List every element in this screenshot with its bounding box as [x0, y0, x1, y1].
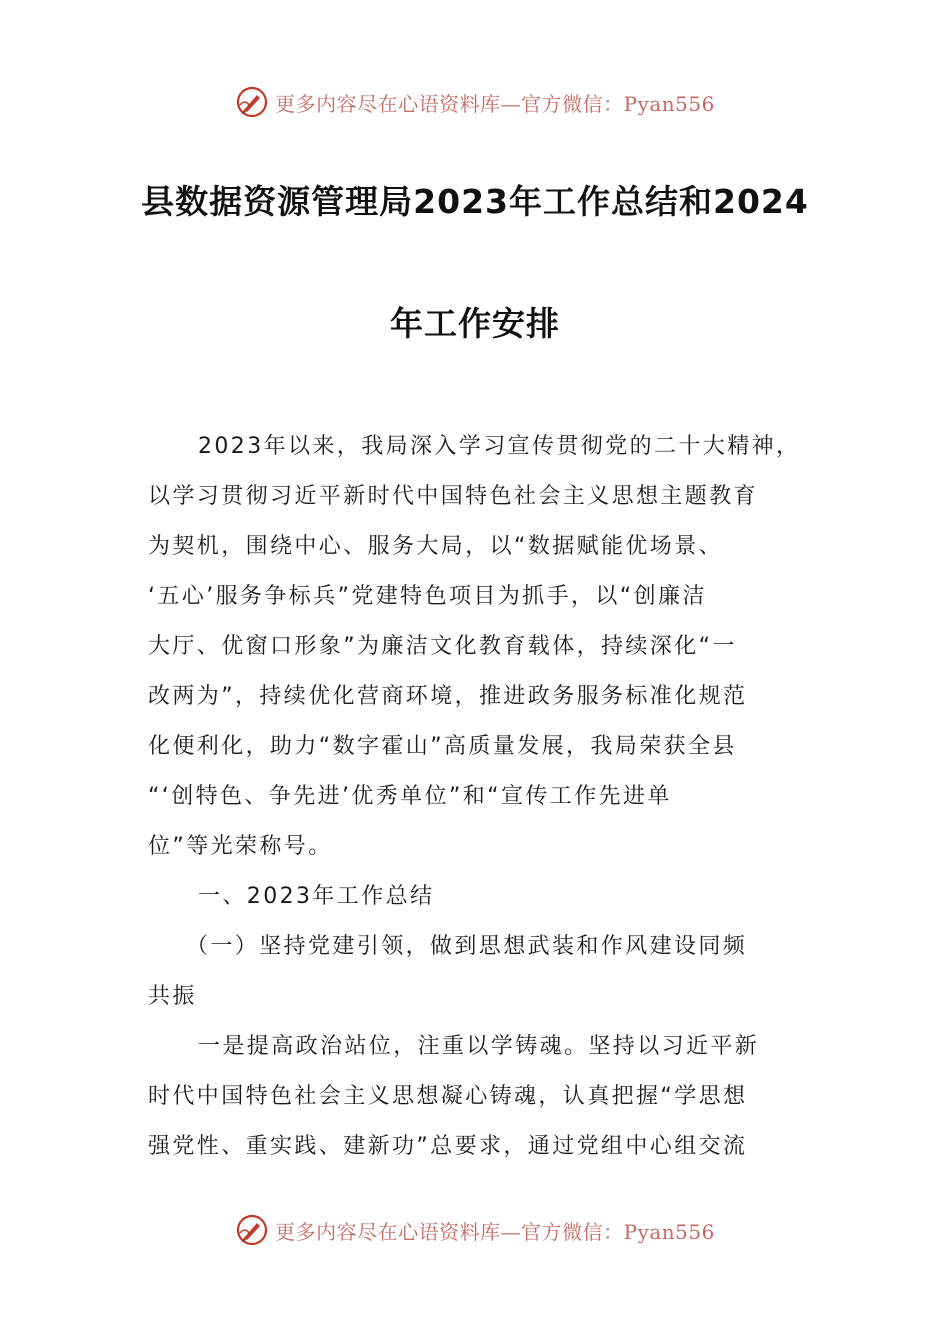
footer-banner — [0, 1210, 950, 1250]
body-line: 时代中国特色社会主义思想凝心铸魂，认真把握“学思想 — [148, 1084, 748, 1109]
pen-logo-icon — [235, 1213, 269, 1247]
body-line: ‘五心’服务争标兵”党建特色项目为抓手，以“创廉洁 — [148, 584, 707, 609]
body-line: 2023年以来，我局深入学习宣传贯彻党的二十大精神， — [198, 434, 801, 459]
subsection-heading: （一）坚持党建引领，做到思想武装和作风建设同频 — [186, 934, 748, 959]
body-line: 强党性、重实践、建新功”总要求，通过党组中心组交流 — [148, 1134, 748, 1159]
body-line: “‘创特色、争先进’优秀单位”和“宣传工作先进单 — [148, 784, 672, 809]
body-line: 位”等光荣称号。 — [148, 834, 333, 859]
body-line: 大厅、优窗口形象”为廉洁文化教育载体，持续深化“一 — [148, 634, 737, 659]
body-line: 为契机，围绕中心、服务大局，以“数据赋能优场景、 — [148, 534, 723, 559]
footer-banner-text: 更多内容尽在心语资料库—官方微信：Pyan556 — [275, 1219, 715, 1244]
body-line: 以学习贯彻习近平新时代中国特色社会主义思想主题教育 — [148, 484, 759, 509]
body-line: 一是提高政治站位，注重以学铸魂。坚持以习近平新 — [198, 1034, 760, 1059]
body-line: 化便利化，助力“数字霍山”高质量发展，我局荣获全县 — [148, 734, 737, 759]
header-banner — [0, 82, 950, 122]
body-line: 改两为”，持续优化营商环境，推进政务服务标准化规范 — [148, 684, 748, 709]
document-title-line-1: 县数据资源管理局2023年工作总结和2024 — [141, 182, 809, 221]
subsection-heading-cont: 共振 — [148, 984, 197, 1009]
header-banner-text: 更多内容尽在心语资料库—官方微信：Pyan556 — [275, 91, 715, 116]
pen-logo-icon — [235, 85, 269, 119]
section-heading: 一、2023年工作总结 — [198, 884, 435, 909]
document-title-line-2: 年工作安排 — [390, 304, 560, 343]
